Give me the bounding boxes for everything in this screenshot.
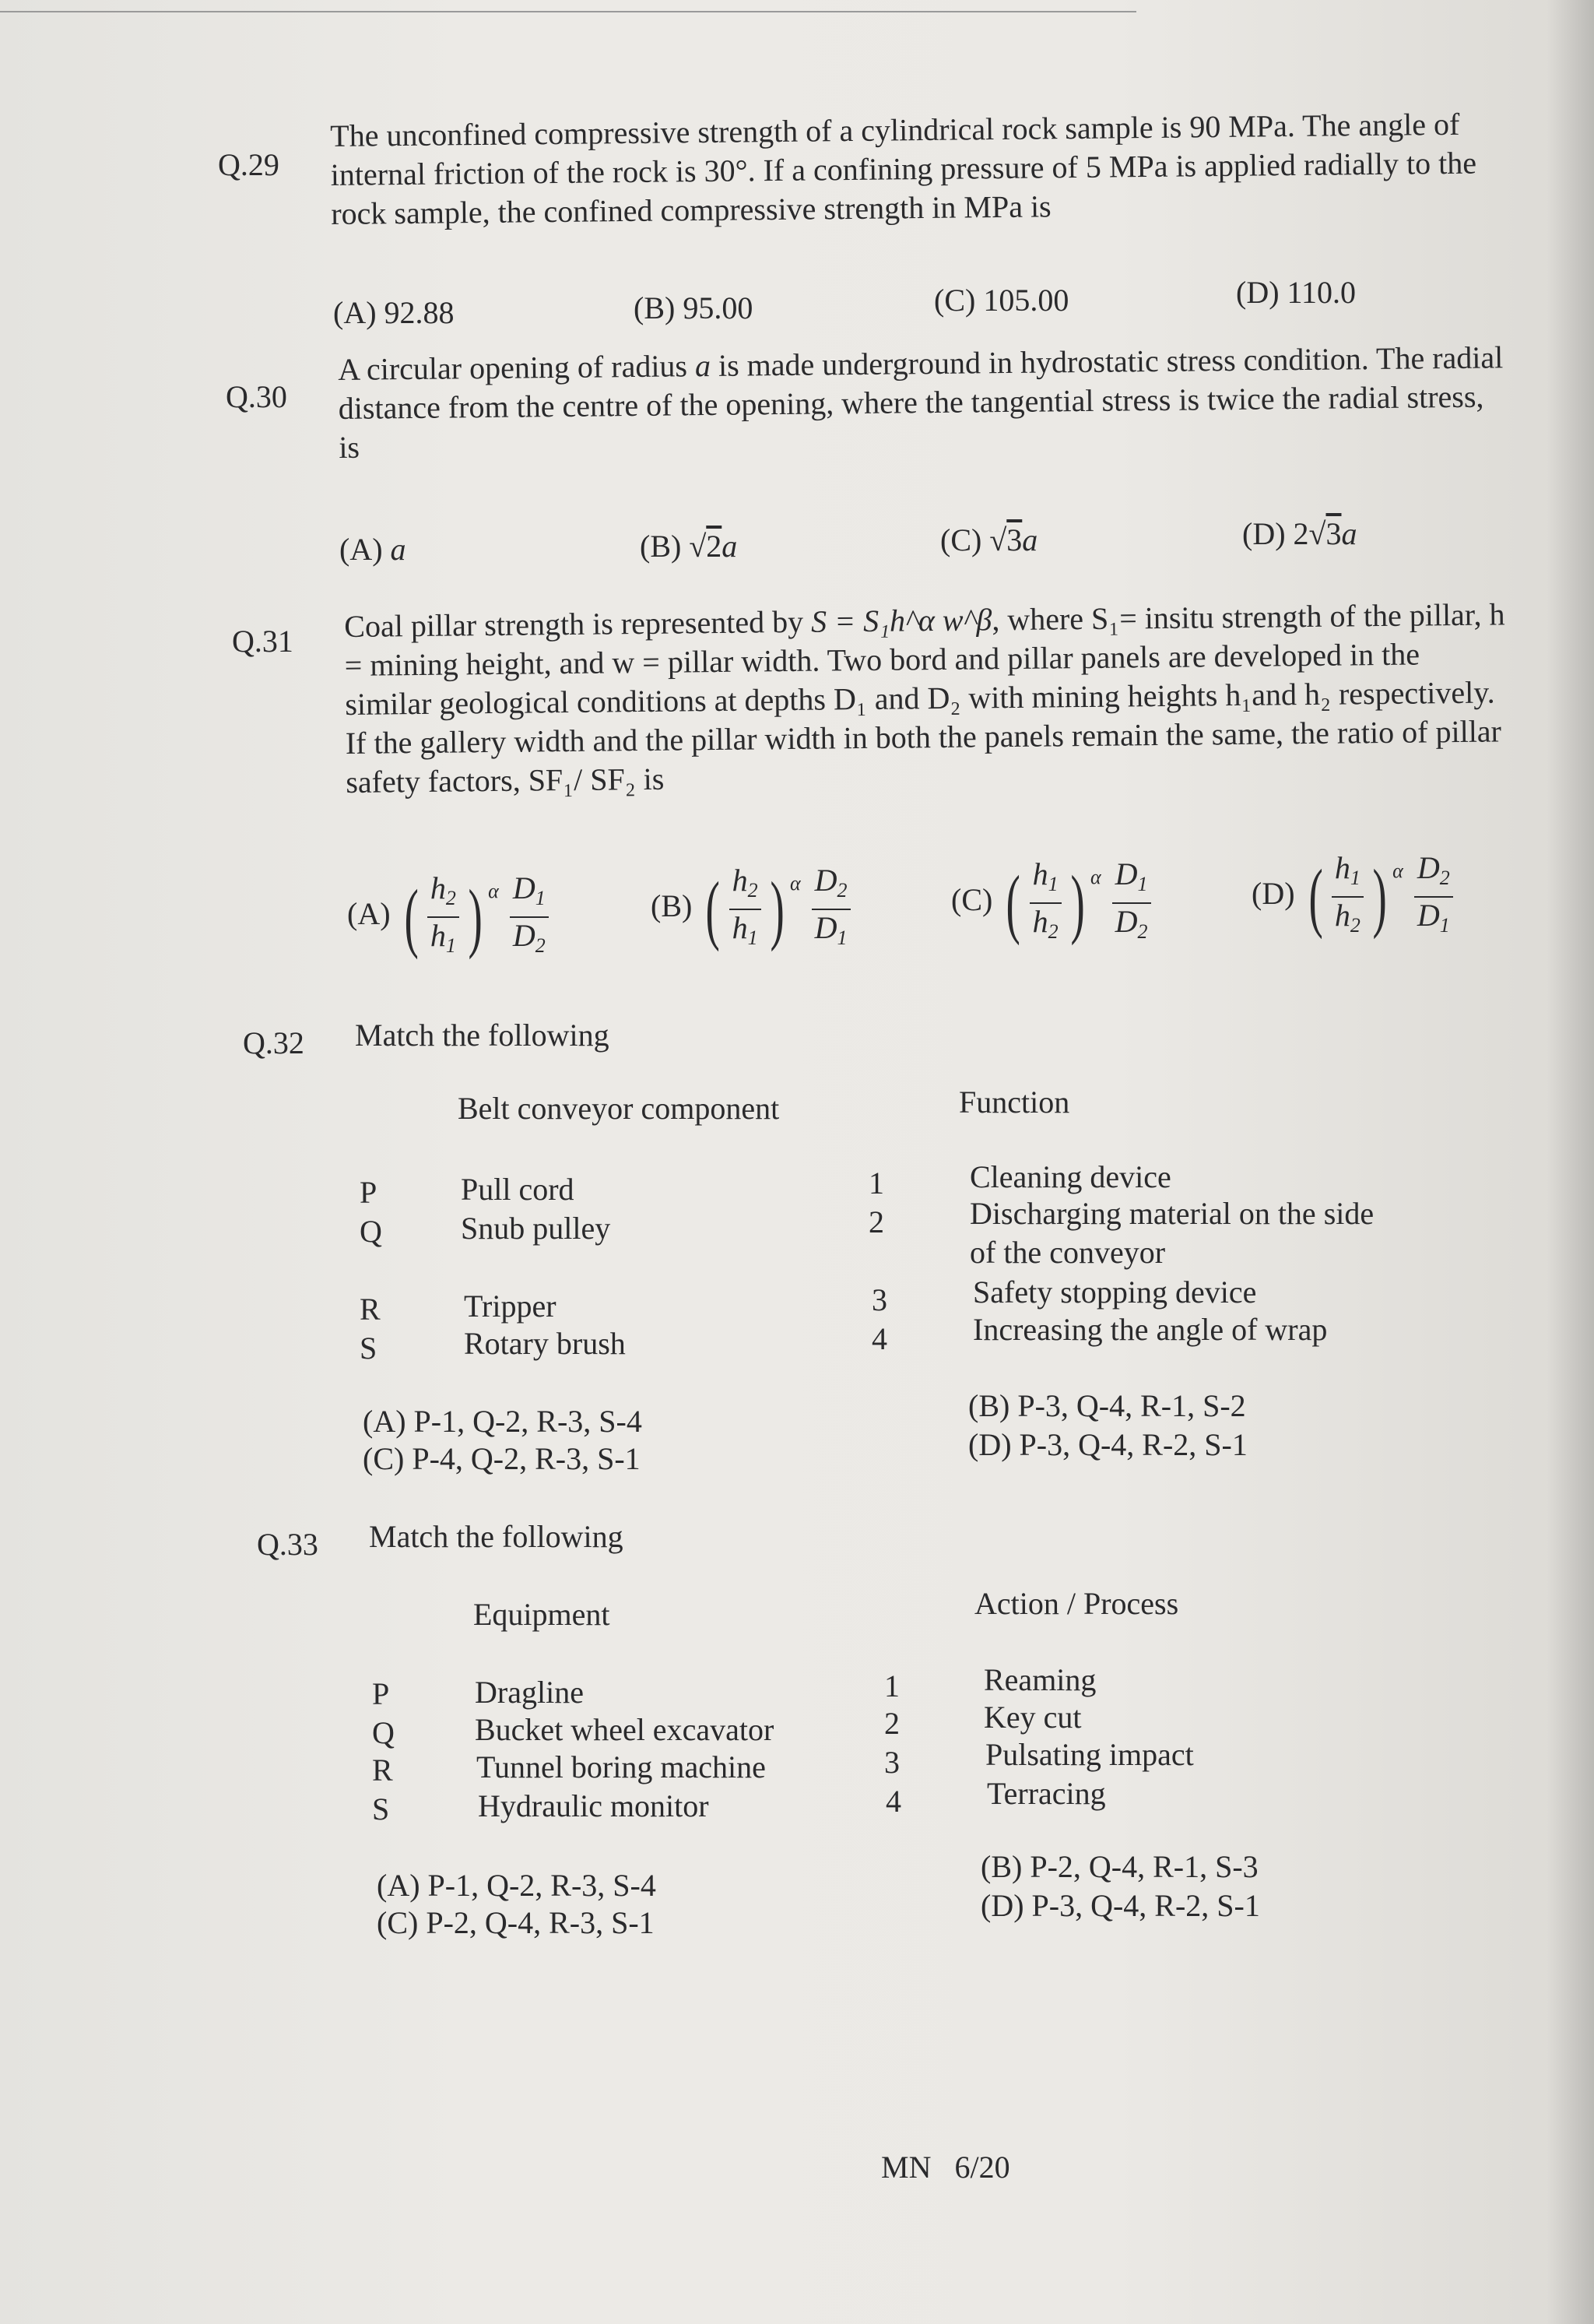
q32-row-q-key: Q [360, 1214, 382, 1249]
fraction-d2-d1: $\frac{D_2}{D_1}$ [812, 863, 851, 956]
q31-text-2: , where S₁= insitu strength of the pillar, h = mining height, and w = pillar width. Two bord and pillar panels are developed in the similar geological conditions at depths D₁ and D₂ with mining heights h₁and h₂ respectively. If the gallery width and the pillar width in both the panels remain the same, the ratio of pillar safety factors, SF₁/ SF₂ is [344, 596, 1505, 800]
q33-number: Q.33 [257, 1527, 318, 1562]
q32-row-s-fn: Increasing the angle of wrap [973, 1312, 1328, 1347]
q30-option-a-label: (A) [339, 532, 383, 567]
q31-option-d-label: (D) [1252, 876, 1295, 912]
q30-option-d-var: a [1341, 516, 1357, 551]
q31-option-c[interactable] [951, 856, 1154, 950]
q33-intro: Match the following [369, 1519, 623, 1554]
q33-row-s-key: S [372, 1791, 390, 1827]
q29-option-b[interactable]: (B) 95.00 [634, 290, 753, 325]
q32-row-s-num: 4 [872, 1321, 887, 1356]
q33-row-q-key: Q [372, 1715, 395, 1750]
q31-option-d[interactable] [1252, 850, 1456, 944]
q30-option-c-var: a [1022, 522, 1038, 557]
page-footer: MN 6/20 [881, 2150, 1010, 2185]
q33-row-p-item: Dragline [475, 1675, 584, 1710]
sqrt-icon: √ [989, 522, 1007, 557]
q30-option-d-coef: 2 [1293, 516, 1309, 551]
q31-option-b-label: (B) [651, 888, 693, 924]
q32-option-c[interactable]: (C) P-4, Q-2, R-3, S-1 [363, 1441, 641, 1476]
q33-row-s-item: Hydraulic monitor [478, 1788, 709, 1823]
paren-close-icon: ) [1372, 853, 1387, 940]
q32-row-p-fn: Cleaning device [970, 1159, 1171, 1194]
q29-option-a[interactable]: (A) 92.88 [333, 295, 455, 330]
q33-row-p-key: P [372, 1676, 390, 1711]
q33-row-q-fn: Key cut [984, 1700, 1082, 1735]
q32-row-p-num: 1 [869, 1166, 884, 1201]
q32-row-r-key: R [360, 1292, 381, 1327]
q30-option-d-label: (D) [1242, 516, 1286, 551]
paren-open-icon: ( [1308, 853, 1323, 940]
q30-number: Q.30 [226, 379, 287, 414]
q33-row-s-fn: Terracing [987, 1776, 1106, 1811]
q32-row-s-item: Rotary brush [464, 1326, 626, 1361]
q31-option-a[interactable] [347, 870, 552, 964]
q30-option-c-label: (C) [940, 522, 982, 557]
page-edge-shadow [1547, 0, 1594, 2324]
q30-option-d-root: 3 [1325, 516, 1342, 551]
sqrt-icon: √ [689, 529, 707, 564]
q30-option-c[interactable] [940, 522, 1038, 558]
q32-row-r-item: Tripper [464, 1289, 556, 1324]
q30-text-post: is made underground in hydrostatic stress condition. The radial distance from the centre of the opening, where the tangential stress is twice the radial stress, is [338, 339, 1504, 465]
fraction-d1-d2: $\frac{D_1}{D_2}$ [510, 870, 549, 964]
q32-row-r-fn: Safety stopping device [973, 1275, 1257, 1310]
q32-row-p-item: Pull cord [461, 1172, 574, 1207]
fraction-h2-h1: $\frac{h_2}{h_1}$ [427, 870, 459, 964]
q31-option-a-label: (A) [347, 896, 391, 932]
q33-row-q-item: Bucket wheel excavator [475, 1712, 774, 1747]
q30-option-b-var: a [722, 529, 738, 564]
q33-option-c[interactable]: (C) P-2, Q-4, R-3, S-1 [377, 1905, 655, 1940]
q33-row-p-num: 1 [884, 1668, 900, 1703]
q30-option-b-root: 2 [706, 529, 722, 564]
q33-col2-header: Action / Process [974, 1586, 1179, 1621]
q29-option-d[interactable]: (D) 110.0 [1236, 275, 1357, 310]
q31-text [344, 595, 1514, 802]
paren-close-icon: ) [770, 866, 785, 952]
q33-row-p-fn: Reaming [984, 1662, 1097, 1697]
q31-number: Q.31 [232, 624, 293, 659]
fraction-d2-d1: $\frac{D_2}{D_1}$ [1414, 850, 1453, 944]
q32-row-p-key: P [360, 1175, 377, 1210]
fraction-h2-h1: $\frac{h_2}{h_1}$ [729, 863, 761, 956]
q30-option-b[interactable] [640, 528, 737, 564]
q33-row-q-num: 2 [884, 1706, 900, 1741]
q29-text: The unconfined compressive strength of a cylindrical rock sample is 90 MPa. The angle of internal friction of the rock is 30°. If a confining pressure of 5 MPa is applied radially to the rock sample, the confined compressive strength in MPa is [330, 106, 1477, 231]
q32-number: Q.32 [243, 1025, 304, 1060]
fraction-h1-h2: $\frac{h_1}{h_2}$ [1030, 856, 1062, 950]
q33-option-a[interactable]: (A) P-1, Q-2, R-3, S-4 [377, 1868, 656, 1903]
q33-row-r-item: Tunnel boring machine [476, 1749, 766, 1784]
exponent-alpha: α [488, 880, 499, 903]
fraction-d1-d2: $\frac{D_1}{D_2}$ [1112, 856, 1151, 950]
q33-row-r-fn: Pulsating impact [985, 1737, 1194, 1772]
exponent-alpha: α [789, 872, 801, 895]
q33-row-s-num: 4 [886, 1784, 901, 1819]
q31-option-b[interactable] [651, 863, 854, 956]
paren-open-icon: ( [404, 874, 419, 960]
q30-option-c-root: 3 [1006, 522, 1023, 557]
q33-option-d[interactable]: (D) P-3, Q-4, R-2, S-1 [981, 1888, 1260, 1923]
q33-col1-header: Equipment [473, 1597, 610, 1632]
q30-option-a[interactable] [339, 531, 406, 568]
q33-row-r-key: R [372, 1753, 393, 1788]
q33-row-r-num: 3 [884, 1745, 900, 1780]
q30-text [338, 338, 1506, 467]
q32-col2-header: Function [959, 1085, 1070, 1120]
q29-option-c[interactable]: (C) 105.00 [934, 283, 1069, 318]
q30-option-d[interactable] [1242, 515, 1357, 552]
q32-option-a[interactable]: (A) P-1, Q-2, R-3, S-4 [363, 1404, 642, 1439]
q30-text-var: a [694, 347, 711, 384]
sqrt-icon: √ [1308, 516, 1326, 551]
q33-option-b[interactable]: (B) P-2, Q-4, R-1, S-3 [981, 1849, 1259, 1884]
q32-option-b[interactable]: (B) P-3, Q-4, R-1, S-2 [968, 1388, 1246, 1423]
q32-col1-header: Belt conveyor component [458, 1091, 780, 1126]
q30-option-b-label: (B) [640, 529, 682, 564]
q29-number: Q.29 [218, 147, 279, 182]
top-rule [0, 11, 1136, 12]
q30-option-a-value: a [390, 532, 406, 567]
exponent-alpha: α [1392, 860, 1403, 883]
q32-row-q-item: Snub pulley [461, 1211, 611, 1246]
q32-intro: Match the following [355, 1018, 609, 1053]
paren-close-icon: ) [468, 874, 483, 960]
exponent-alpha: α [1090, 866, 1101, 889]
paren-open-icon: ( [705, 866, 721, 952]
paren-open-icon: ( [1006, 860, 1021, 946]
q32-row-q-fn: Discharging material on the side of the conveyor [970, 1196, 1375, 1270]
q31-option-c-label: (C) [951, 882, 993, 918]
q32-row-r-num: 3 [872, 1282, 887, 1317]
q32-option-d[interactable]: (D) P-3, Q-4, R-2, S-1 [968, 1427, 1248, 1462]
q31-formula: S = S₁h^α w^β [810, 602, 992, 639]
fraction-h1-h2: $\frac{h_1}{h_2}$ [1332, 850, 1364, 944]
q32-row-q-num: 2 [869, 1204, 884, 1239]
paren-close-icon: ) [1070, 860, 1085, 946]
q31-text-1: Coal pillar strength is represented by [344, 603, 812, 644]
q30-text-pre: A circular opening of radius [338, 348, 696, 387]
q32-row-s-key: S [360, 1331, 377, 1366]
